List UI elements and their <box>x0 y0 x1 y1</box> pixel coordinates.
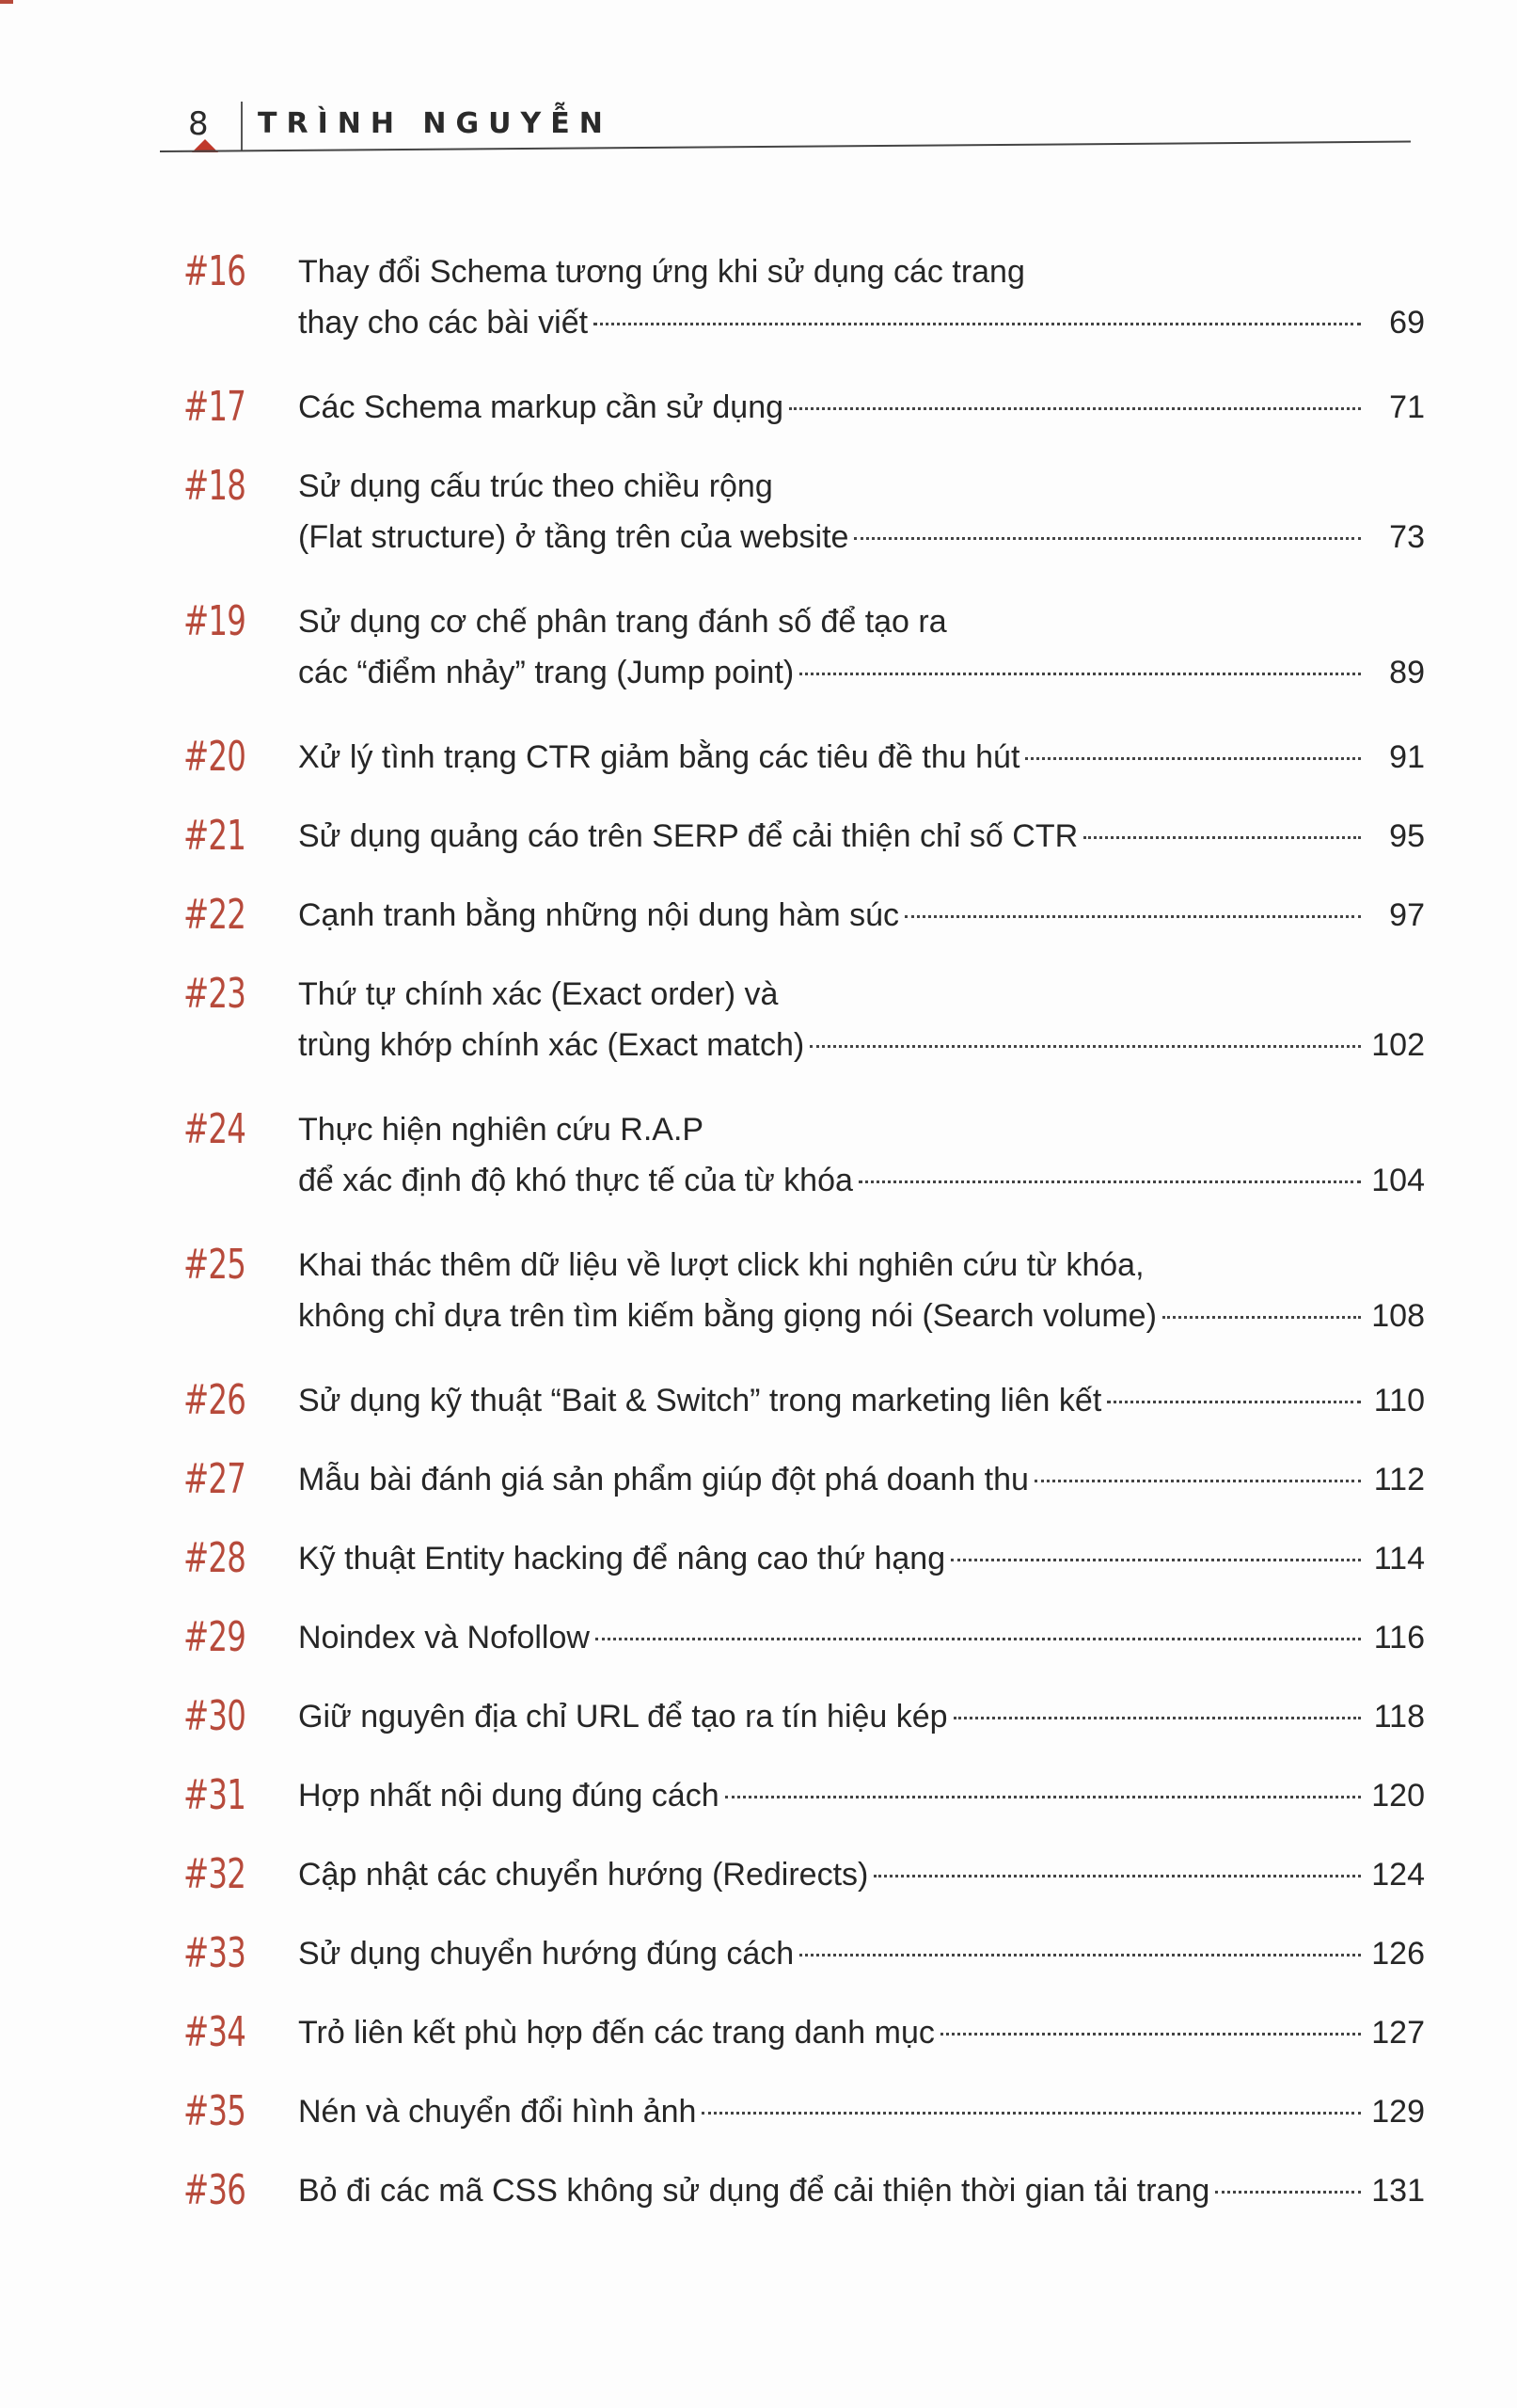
toc-entry-body <box>298 732 1425 783</box>
toc-entry-body <box>298 2165 1425 2216</box>
toc-entry-number: #20 <box>183 733 246 781</box>
toc-entry-body <box>298 2007 1425 2058</box>
toc-entry-page: 120 <box>1371 1778 1425 1814</box>
toc-entry-number: #36 <box>183 2166 246 2214</box>
toc-entry-line <box>298 969 1425 1020</box>
toc-entry-title: để xác định độ khó thực tế của từ khóa <box>298 1163 853 1198</box>
toc-entry <box>183 1375 1425 1426</box>
toc-entry-line <box>298 890 1425 941</box>
toc-entry-title: Sử dụng cấu trúc theo chiều rộng <box>298 468 773 504</box>
toc-entry-title: (Flat structure) ở tầng trên của website <box>298 519 849 555</box>
toc-entry-page: 91 <box>1389 739 1425 775</box>
dot-leader <box>799 1954 1361 1956</box>
toc-entry-line <box>298 1770 1425 1821</box>
toc-entry <box>183 1104 1425 1206</box>
toc-entry-body <box>298 461 1425 562</box>
toc-entry-title: thay cho các bài viết <box>298 305 589 341</box>
dot-leader <box>593 323 1361 325</box>
toc-entry-line <box>298 297 1425 348</box>
toc-entry-page: 97 <box>1389 897 1425 933</box>
dot-leader <box>789 407 1361 410</box>
toc-entry-number: #30 <box>183 1692 246 1740</box>
toc-entry-body <box>298 1375 1425 1426</box>
toc-entry-body <box>298 1240 1425 1341</box>
toc-entry-title: Khai thác thêm dữ liệu về lượt click khi nghiên cứu từ khóa, <box>298 1247 1145 1283</box>
toc-entry-number: #33 <box>183 1929 246 1977</box>
toc-entry-title: Mẫu bài đánh giá sản phẩm giúp đột phá doanh thu <box>298 1462 1029 1497</box>
toc-entry-body <box>298 382 1425 433</box>
dot-leader <box>905 915 1361 918</box>
dot-leader <box>1215 2191 1361 2194</box>
toc-entry-number: #28 <box>183 1534 246 1582</box>
dot-leader <box>859 1180 1361 1183</box>
dot-leader <box>954 1717 1361 1719</box>
toc-entry-line <box>298 811 1425 862</box>
toc-entry-body <box>298 1454 1425 1505</box>
toc-entry-page: 131 <box>1371 2173 1425 2209</box>
toc-entry-page: 95 <box>1389 818 1425 854</box>
toc-entry-line <box>298 1291 1425 1341</box>
toc-entry <box>183 732 1425 783</box>
toc-entry-title: Các Schema markup cần sử dụng <box>298 389 784 425</box>
toc-entry-body <box>298 246 1425 348</box>
toc-entry-body <box>298 596 1425 698</box>
toc-entry <box>183 2007 1425 2058</box>
dot-leader <box>1083 836 1361 839</box>
toc-entry-title: Cạnh tranh bằng những nội dung hàm súc <box>298 897 899 933</box>
toc-entry-line <box>298 246 1425 297</box>
toc-entry <box>183 1240 1425 1341</box>
toc-entry <box>183 1612 1425 1663</box>
toc-entry <box>183 1928 1425 1979</box>
toc-entry-body <box>298 811 1425 862</box>
toc-entry-page: 102 <box>1371 1027 1425 1063</box>
toc-entry-number: #29 <box>183 1613 246 1661</box>
dot-leader <box>702 2112 1361 2115</box>
toc-entry <box>183 1849 1425 1900</box>
dot-leader <box>810 1045 1361 1048</box>
toc-entry-page: 127 <box>1371 2015 1425 2051</box>
toc-entry-page: 116 <box>1373 1620 1425 1656</box>
toc-entry-number: #34 <box>183 2008 246 2056</box>
toc-entry-page: 124 <box>1371 1857 1425 1893</box>
toc-entry-title: Cập nhật các chuyển hướng (Redirects) <box>298 1857 869 1893</box>
author-name: TRÌNH NGUYỄN <box>258 107 612 140</box>
toc-entry-page: 112 <box>1373 1462 1425 1497</box>
toc-entry-title: Giữ nguyên địa chỉ URL để tạo ra tín hiệu kép <box>298 1699 948 1735</box>
toc-entry-line <box>298 1454 1425 1505</box>
toc-entry-number: #26 <box>183 1376 246 1424</box>
toc-entry-body <box>298 1928 1425 1979</box>
toc-entry-body <box>298 1104 1425 1206</box>
toc-entry-body <box>298 1770 1425 1821</box>
page-header <box>160 92 1411 167</box>
dot-leader <box>854 537 1361 540</box>
dot-leader <box>799 673 1361 675</box>
toc-entry-number: #21 <box>183 812 246 860</box>
toc-entry <box>183 1770 1425 1821</box>
toc-entry-number: #27 <box>183 1455 246 1503</box>
toc-entry-page: 104 <box>1371 1163 1425 1198</box>
toc-entry-line <box>298 647 1425 698</box>
toc-entry-body <box>298 1691 1425 1742</box>
toc-entry-page: 126 <box>1371 1936 1425 1972</box>
toc-entry <box>183 2165 1425 2216</box>
toc-entry-number: #18 <box>183 462 246 510</box>
toc-entry-number: #17 <box>183 383 246 431</box>
toc-entry-number: #22 <box>183 891 246 939</box>
toc-entry-title: các “điểm nhảy” trang (Jump point) <box>298 655 795 690</box>
toc-entry-page: 69 <box>1389 305 1425 341</box>
toc-entry-number: #23 <box>183 970 246 1018</box>
dot-leader <box>1162 1316 1361 1319</box>
toc-entry <box>183 2086 1425 2137</box>
toc-entry-line <box>298 1104 1425 1155</box>
toc-entry <box>183 1691 1425 1742</box>
toc-entry-line <box>298 1849 1425 1900</box>
toc-entry-title: Kỹ thuật Entity hacking để nâng cao thứ hạng <box>298 1541 946 1576</box>
toc-entry-number: #25 <box>183 1241 246 1289</box>
toc-entry-line <box>298 2165 1425 2216</box>
toc-entry-line <box>298 732 1425 783</box>
dot-leader <box>725 1796 1361 1798</box>
toc-entry-number: #31 <box>183 1771 246 1819</box>
toc-entry-number: #35 <box>183 2087 246 2135</box>
toc-entry-number: #19 <box>183 597 246 645</box>
toc-entry-page: 108 <box>1371 1298 1425 1334</box>
toc-entry-line <box>298 1240 1425 1291</box>
toc-entry-line <box>298 2086 1425 2137</box>
toc-entry-title: Noindex và Nofollow <box>298 1620 590 1656</box>
toc-entry-line <box>298 1612 1425 1663</box>
toc-entry-body <box>298 890 1425 941</box>
toc-entry-title: Trỏ liên kết phù hợp đến các trang danh mục <box>298 2015 935 2051</box>
toc-entry-title: Thứ tự chính xác (Exact order) và <box>298 976 779 1012</box>
dot-leader <box>595 1638 1361 1640</box>
toc-entry-body <box>298 2086 1425 2137</box>
dot-leader <box>940 2033 1361 2036</box>
toc-entry <box>183 1454 1425 1505</box>
toc-entry-line <box>298 1533 1425 1584</box>
toc-entry-number: #16 <box>183 247 246 295</box>
table-of-contents <box>183 246 1425 2244</box>
toc-entry <box>183 461 1425 562</box>
toc-entry <box>183 1533 1425 1584</box>
toc-entry-number: #24 <box>183 1105 246 1153</box>
toc-entry-title: Sử dụng kỹ thuật “Bait & Switch” trong marketing liên kết <box>298 1383 1102 1418</box>
dot-leader <box>951 1559 1361 1561</box>
toc-entry-title: Bỏ đi các mã CSS không sử dụng để cải thiện thời gian tải trang <box>298 2173 1210 2209</box>
toc-entry-body <box>298 1612 1425 1663</box>
toc-entry <box>183 969 1425 1070</box>
header-divider <box>241 102 243 150</box>
toc-entry-page: 114 <box>1373 1541 1425 1576</box>
toc-entry-line <box>298 2007 1425 2058</box>
toc-entry-page: 89 <box>1389 655 1425 690</box>
toc-entry-line <box>298 1155 1425 1206</box>
toc-entry-page: 73 <box>1389 519 1425 555</box>
toc-entry-body <box>298 1533 1425 1584</box>
dot-leader <box>874 1875 1361 1877</box>
toc-entry-page: 118 <box>1373 1699 1425 1735</box>
toc-entry-line <box>298 1691 1425 1742</box>
toc-entry-line <box>298 512 1425 562</box>
corner-mark <box>0 0 13 4</box>
header-rule <box>160 141 1411 152</box>
toc-entry <box>183 246 1425 348</box>
toc-entry-title: Sử dụng quảng cáo trên SERP để cải thiện chỉ số CTR <box>298 818 1079 854</box>
dot-leader <box>1025 757 1361 760</box>
toc-entry-title: trùng khớp chính xác (Exact match) <box>298 1027 805 1063</box>
toc-entry-title: Xử lý tình trạng CTR giảm bằng các tiêu đề thu hút <box>298 739 1020 775</box>
toc-entry-line <box>298 1020 1425 1070</box>
toc-entry-line <box>298 382 1425 433</box>
toc-entry-title: Sử dụng chuyển hướng đúng cách <box>298 1936 795 1972</box>
toc-entry-title: Hợp nhất nội dung đúng cách <box>298 1778 719 1814</box>
toc-entry-page: 71 <box>1389 389 1425 425</box>
toc-entry-line <box>298 461 1425 512</box>
toc-entry-body <box>298 1849 1425 1900</box>
toc-entry <box>183 890 1425 941</box>
toc-entry <box>183 382 1425 433</box>
toc-entry-title: Thực hiện nghiên cứu R.A.P <box>298 1112 704 1148</box>
toc-entry-line <box>298 1928 1425 1979</box>
toc-entry-title: Nén và chuyển đổi hình ảnh <box>298 2094 697 2130</box>
toc-entry-number: #32 <box>183 1850 246 1898</box>
dot-leader <box>1035 1480 1361 1482</box>
toc-entry <box>183 811 1425 862</box>
toc-entry-page: 129 <box>1371 2094 1425 2130</box>
page-number: 8 <box>188 105 209 143</box>
toc-entry-body <box>298 969 1425 1070</box>
toc-entry-line <box>298 596 1425 647</box>
toc-entry <box>183 596 1425 698</box>
toc-entry-line <box>298 1375 1425 1426</box>
toc-entry-title: Thay đổi Schema tương ứng khi sử dụng các trang <box>298 254 1025 290</box>
toc-entry-title: không chỉ dựa trên tìm kiếm bằng giọng nói (Search volume) <box>298 1298 1157 1334</box>
toc-entry-title: Sử dụng cơ chế phân trang đánh số để tạo ra <box>298 604 947 640</box>
toc-entry-page: 110 <box>1373 1383 1425 1418</box>
dot-leader <box>1107 1401 1361 1403</box>
